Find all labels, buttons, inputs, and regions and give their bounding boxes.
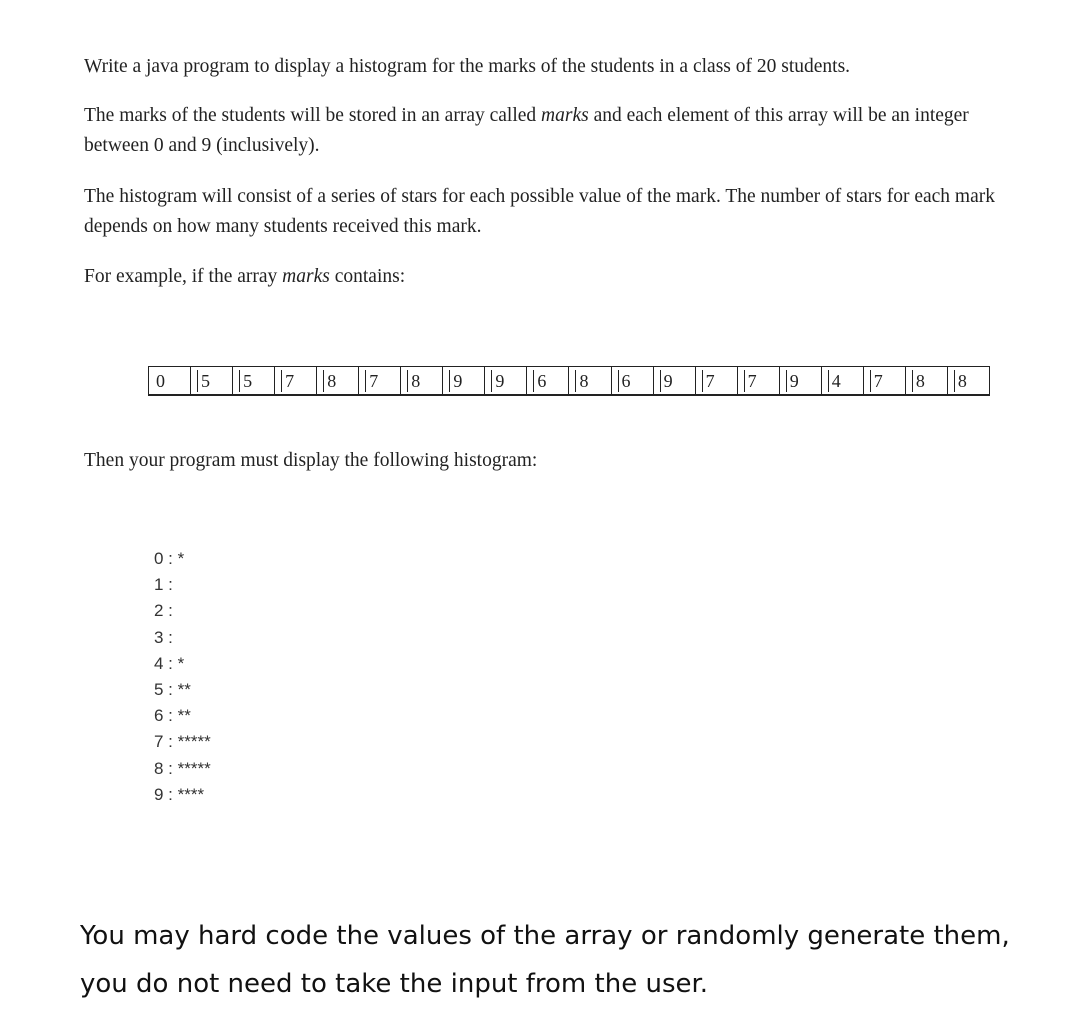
array-description-paragraph: [84, 101, 1004, 161]
array-cell-value: 9: [660, 370, 673, 392]
histogram-row-label: 7 :: [154, 732, 173, 752]
histogram-row-stars: *: [177, 549, 185, 568]
array-cell: [906, 367, 948, 394]
array-cell-value: 7: [281, 370, 294, 392]
array-cell-value: 7: [744, 370, 757, 392]
histogram-row-stars: **: [177, 679, 191, 699]
histogram-row-label: 0 :: [154, 549, 173, 568]
array-cell-value: 5: [239, 370, 252, 392]
array-cell: [527, 367, 569, 394]
array-cell-value: 0: [156, 371, 165, 391]
array-cell: [822, 367, 864, 394]
array-cell: [275, 367, 317, 394]
array-name-emphasis: marks: [541, 105, 589, 126]
array-cell: [149, 367, 191, 394]
array-cell-value: 4: [828, 370, 841, 392]
histogram-row: [154, 729, 211, 755]
histogram-row: [154, 546, 211, 572]
array-cell-value: 8: [954, 370, 967, 392]
example-intro-paragraph: [84, 262, 1004, 292]
instruction-note: You may hard code the values of the array or randomly generate them, you do not need to take the input from the user.: [80, 921, 1010, 999]
array-cell-value: 7: [702, 370, 715, 392]
histogram-row-label: 8 :: [154, 758, 173, 778]
histogram-row-stars: *: [177, 653, 185, 673]
example-intro-text-end: contains:: [329, 266, 406, 287]
array-cell: [485, 367, 527, 394]
array-cell-value: 9: [786, 370, 799, 392]
array-cell: [191, 367, 233, 394]
histogram-row: [154, 677, 211, 703]
array-cell: [696, 367, 738, 394]
histogram-row: [154, 782, 211, 808]
histogram-row-label: 1 :: [154, 575, 173, 595]
histogram-row: [154, 756, 211, 782]
histogram-row-label: 3 :: [154, 627, 173, 647]
histogram-row: [154, 572, 211, 598]
array-cell: [359, 367, 401, 394]
histogram-row-stars: **: [177, 706, 191, 726]
histogram-row: [154, 625, 211, 651]
marks-array-table: [148, 366, 990, 396]
array-cell-value: 6: [533, 370, 546, 392]
array-cell: [654, 367, 696, 394]
histogram-row-label: 2 :: [154, 601, 173, 621]
array-cell: [317, 367, 359, 394]
histogram-row-label: 6 :: [154, 706, 173, 726]
histogram-row-stars: ****: [177, 784, 205, 804]
array-cell-value: 9: [449, 370, 462, 392]
array-cell: [443, 367, 485, 394]
example-intro-text-start: For example, if the array: [84, 266, 283, 287]
array-cell: [233, 367, 275, 394]
array-cell-value: 8: [575, 370, 588, 392]
histogram-description-paragraph: The histogram will consist of a series of stars for each possible value of the mark. The number of stars for each mark depends on how many students received this mark.: [84, 186, 995, 237]
array-cell-value: 5: [197, 370, 210, 392]
histogram-intro-paragraph: Then your program must display the following histogram:: [84, 450, 538, 471]
array-description-text-end: and each element of this array will be an integer between 0 and 9 (inclusively).: [84, 105, 969, 156]
array-cell-value: 7: [365, 370, 378, 392]
histogram-row: [154, 651, 211, 677]
array-cell-value: 8: [407, 370, 420, 392]
array-cell-value: 8: [912, 370, 925, 392]
histogram-row: [154, 598, 211, 624]
histogram-row-label: 5 :: [154, 679, 173, 699]
histogram-row-stars: *****: [177, 758, 211, 778]
array-description-text-start: The marks of the students will be stored in an array called: [84, 105, 542, 126]
array-cell-value: 9: [491, 370, 504, 392]
array-cell-value: 6: [618, 370, 631, 392]
array-cell-value: 7: [870, 370, 883, 392]
array-cell: [864, 367, 906, 394]
histogram-row-label: 4 :: [154, 653, 173, 673]
array-cell-value: 8: [323, 370, 336, 392]
histogram-row-label: 9 :: [154, 784, 173, 804]
array-cell: [780, 367, 822, 394]
histogram-row: [154, 703, 211, 729]
array-cell: [569, 367, 611, 394]
histogram-row-stars: *****: [177, 732, 211, 752]
array-cell: [948, 367, 989, 394]
intro-paragraph: Write a java program to display a histogram for the marks of the students in a class of 20 students.: [84, 56, 851, 77]
array-cell: [738, 367, 780, 394]
array-cell: [401, 367, 443, 394]
histogram-output: [154, 546, 211, 808]
example-array-name-emphasis: marks: [282, 266, 330, 287]
array-cell: [612, 367, 654, 394]
